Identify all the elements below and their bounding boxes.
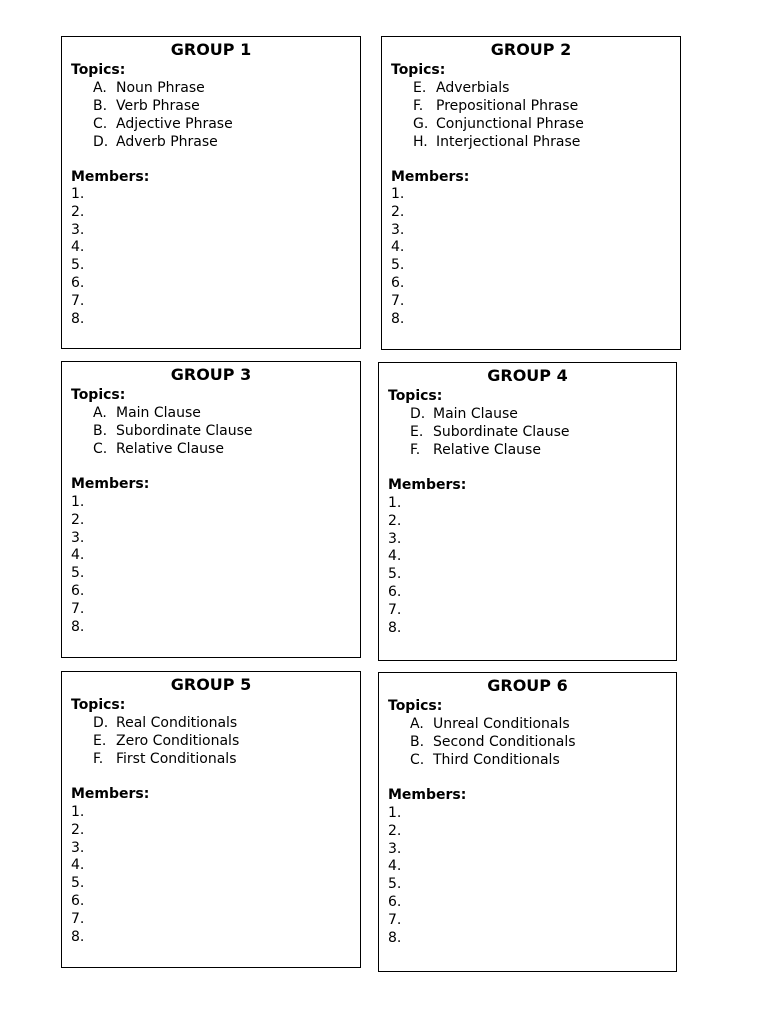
topic-letter: C. [410, 752, 425, 768]
topic-item [413, 97, 584, 115]
topic-text: Second Conditionals [433, 734, 576, 750]
topic-text: Adverbials [436, 80, 510, 96]
topic-text: Real Conditionals [116, 715, 238, 731]
topics-label: Topics: [391, 62, 446, 78]
topic-text: Unreal Conditionals [433, 716, 570, 732]
topic-letter: C. [93, 441, 108, 457]
topic-letter: G. [413, 116, 429, 132]
topic-list [410, 405, 570, 459]
member-slot: 5. [388, 876, 402, 893]
member-slot: 2. [388, 512, 402, 529]
member-list [71, 494, 84, 636]
member-list [388, 495, 401, 637]
member-slot: 7. [388, 601, 402, 618]
group-title: GROUP 4 [487, 366, 568, 385]
member-slot: 2. [71, 821, 85, 838]
topic-letter: D. [410, 406, 426, 422]
member-slot: 1. [388, 495, 402, 511]
topic-text: Conjunctional Phrase [436, 116, 584, 132]
topic-item [93, 732, 239, 750]
topic-letter: B. [93, 98, 108, 114]
members-label: Members: [388, 477, 467, 493]
topic-text: Main Clause [433, 406, 518, 422]
topic-text: Noun Phrase [116, 80, 205, 96]
topic-list [93, 404, 253, 458]
member-slot: 6. [388, 893, 402, 910]
topics-label: Topics: [71, 387, 126, 403]
topic-letter: B. [410, 734, 425, 750]
group-title: GROUP 2 [490, 40, 572, 59]
members-label: Members: [391, 169, 470, 185]
topic-letter: E. [410, 424, 424, 440]
topic-item [410, 423, 570, 441]
topic-item [410, 733, 576, 751]
topics-label: Topics: [71, 62, 126, 78]
topic-text: Relative Clause [433, 442, 541, 458]
member-slot: 3. [71, 529, 85, 546]
member-slot: 1. [71, 804, 85, 820]
member-slot: 6. [391, 274, 405, 291]
topic-list [413, 79, 584, 151]
topic-letter: E. [413, 80, 427, 96]
member-list [388, 805, 401, 947]
topics-label: Topics: [388, 388, 443, 404]
topic-text: Prepositional Phrase [436, 98, 579, 114]
member-slot: 6. [71, 582, 85, 599]
member-slot: 7. [391, 292, 405, 309]
topic-item [410, 441, 570, 459]
member-slot: 4. [71, 547, 85, 564]
member-slot: 4. [71, 857, 85, 874]
member-slot: 2. [71, 511, 85, 528]
topic-letter: D. [93, 134, 109, 150]
member-slot: 7. [71, 910, 85, 927]
member-slot: 8. [71, 618, 85, 635]
group-card-5 [61, 671, 361, 968]
topic-item [93, 404, 253, 422]
topic-letter: F. [410, 442, 421, 458]
group-card-2 [381, 36, 681, 350]
members-label: Members: [71, 476, 150, 492]
member-slot: 1. [388, 805, 402, 821]
topic-text: Verb Phrase [116, 98, 200, 114]
topic-text: Third Conditionals [433, 752, 560, 768]
topic-item [413, 79, 584, 97]
topics-label: Topics: [388, 698, 443, 714]
members-label: Members: [388, 787, 467, 803]
topic-text: Zero Conditionals [116, 733, 240, 749]
topic-letter: C. [93, 116, 108, 132]
member-slot: 5. [71, 565, 85, 582]
member-slot: 5. [71, 875, 85, 892]
member-slot: 3. [391, 221, 405, 238]
member-slot: 7. [388, 911, 402, 928]
topic-item [93, 133, 233, 151]
topic-item [410, 715, 576, 733]
topic-item [93, 440, 253, 458]
topic-item [93, 115, 233, 133]
member-slot: 4. [71, 239, 85, 256]
group-card-6 [378, 672, 677, 972]
topic-letter: A. [93, 405, 107, 421]
topic-item [413, 133, 584, 151]
member-slot: 1. [71, 186, 85, 202]
group-card-1 [61, 36, 361, 349]
group-title: GROUP 5 [170, 675, 252, 694]
group-card-3 [61, 361, 361, 658]
member-slot: 2. [388, 822, 402, 839]
group-card-4 [378, 362, 677, 661]
topic-text: Main Clause [116, 405, 201, 421]
topic-item [410, 751, 576, 769]
member-slot: 4. [388, 858, 402, 875]
member-slot: 8. [391, 310, 405, 327]
member-slot: 6. [388, 583, 402, 600]
member-slot: 2. [391, 203, 405, 220]
member-slot: 5. [391, 257, 405, 274]
member-slot: 7. [71, 600, 85, 617]
member-slot: 4. [388, 548, 402, 565]
topic-letter: H. [413, 134, 428, 150]
member-list [71, 186, 84, 328]
topic-text: Interjectional Phrase [436, 134, 581, 150]
member-slot: 8. [388, 929, 402, 946]
member-slot: 8. [71, 310, 85, 327]
member-list [391, 186, 404, 328]
topic-text: Subordinate Clause [433, 424, 570, 440]
topic-item [93, 79, 233, 97]
member-slot: 3. [388, 840, 402, 857]
member-slot: 5. [388, 566, 402, 583]
topic-item [93, 97, 233, 115]
member-slot: 8. [71, 928, 85, 945]
topic-list [410, 715, 576, 769]
topic-list [93, 79, 233, 151]
member-slot: 5. [71, 257, 85, 274]
topic-letter: A. [410, 716, 424, 732]
topic-item [410, 405, 570, 423]
topic-letter: A. [93, 80, 107, 96]
topic-list [93, 714, 239, 768]
group-title: GROUP 3 [170, 365, 252, 384]
member-slot: 1. [71, 494, 85, 510]
topic-letter: E. [93, 733, 107, 749]
members-label: Members: [71, 786, 150, 802]
topic-item [413, 115, 584, 133]
member-slot: 7. [71, 292, 85, 309]
topic-letter: F. [413, 98, 424, 114]
group-title: GROUP 6 [487, 676, 568, 695]
topic-letter: F. [93, 751, 104, 767]
topic-item [93, 750, 239, 768]
topic-item [93, 714, 239, 732]
topic-text: Adjective Phrase [116, 116, 233, 132]
member-slot: 1. [391, 186, 405, 202]
member-list [71, 804, 84, 946]
topic-letter: D. [93, 715, 109, 731]
group-title: GROUP 1 [170, 40, 252, 59]
member-slot: 4. [391, 239, 405, 256]
member-slot: 8. [388, 619, 402, 636]
topic-text: Relative Clause [116, 441, 224, 457]
member-slot: 3. [388, 530, 402, 547]
topic-text: Subordinate Clause [116, 423, 253, 439]
member-slot: 6. [71, 274, 85, 291]
member-slot: 3. [71, 221, 85, 238]
topic-text: First Conditionals [116, 751, 237, 767]
member-slot: 2. [71, 203, 85, 220]
topic-letter: B. [93, 423, 108, 439]
topic-item [93, 422, 253, 440]
member-slot: 6. [71, 892, 85, 909]
members-label: Members: [71, 169, 150, 185]
member-slot: 3. [71, 839, 85, 856]
topic-text: Adverb Phrase [116, 134, 218, 150]
topics-label: Topics: [71, 697, 126, 713]
